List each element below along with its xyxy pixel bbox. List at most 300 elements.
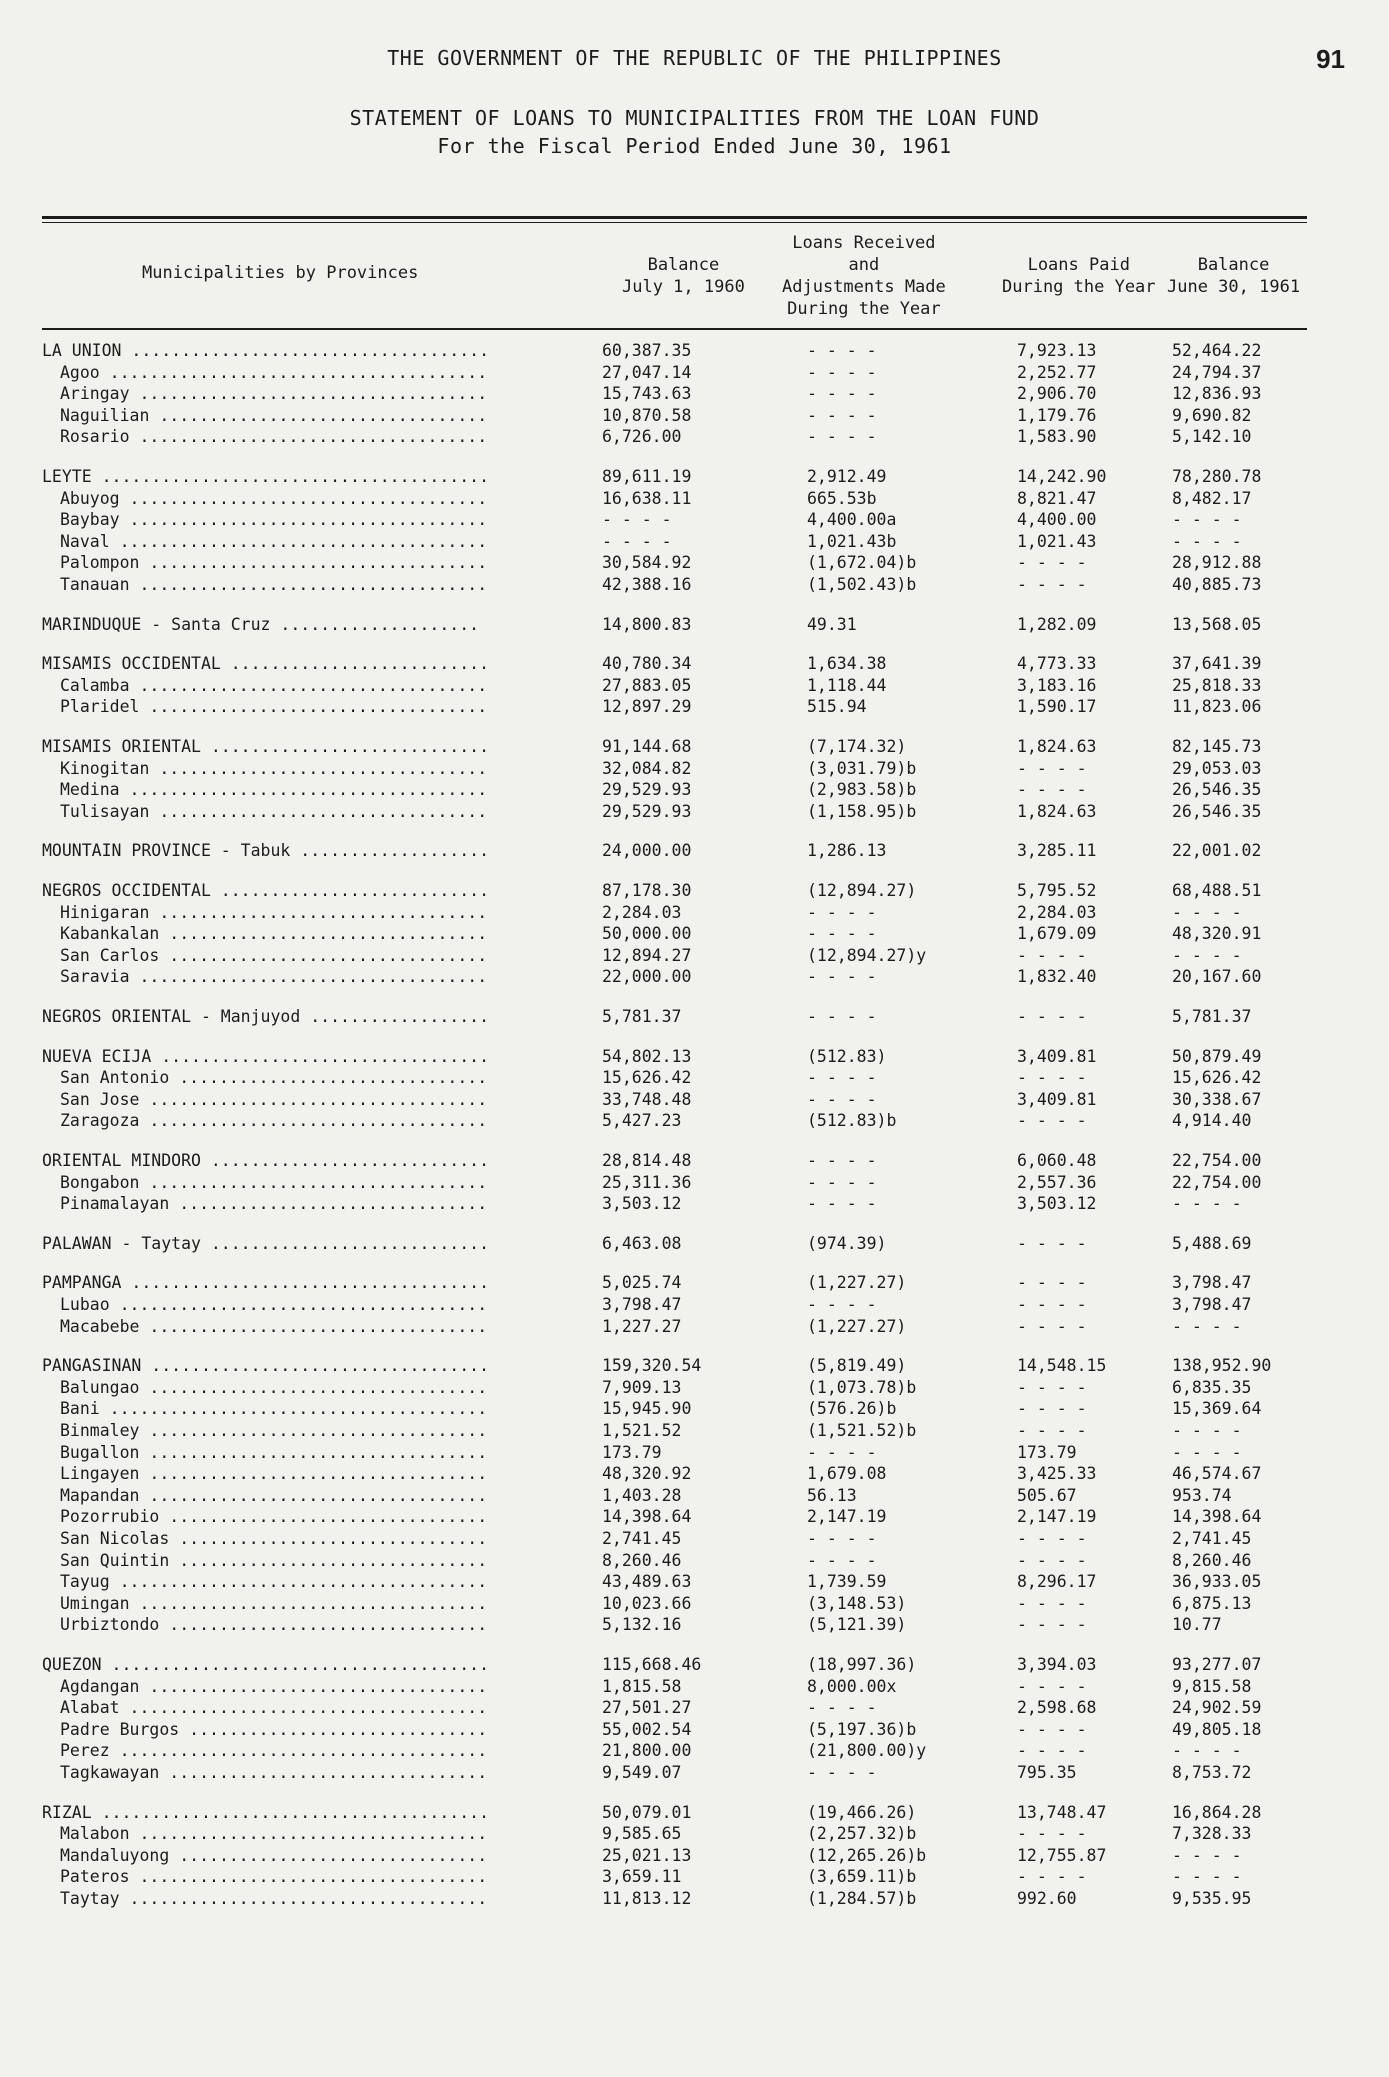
municipality-row (42, 1377, 1307, 1399)
province-row (42, 614, 1307, 636)
municipality-name: QUEZON ...................................... (42, 1655, 490, 1674)
loans-received-adjustments: (21,800.00)y (807, 1741, 927, 1761)
loans-paid: - - - - (1017, 945, 1087, 965)
loans-received-adjustments: (512.83) (807, 1046, 887, 1066)
municipality-row (42, 758, 1307, 780)
loans-paid: 13,748.47 (1017, 1802, 1107, 1822)
municipality-name: Aringay ................................... (60, 384, 488, 404)
balance-july-1960: 87,178.30 (602, 881, 692, 900)
municipality-row (42, 1676, 1307, 1698)
balance-june-1961: 93,277.07 (1172, 1655, 1262, 1674)
balance-july-1960: 32,084.82 (602, 758, 692, 778)
loans-received-adjustments: 8,000.00x (807, 1676, 897, 1696)
municipality-row (42, 1172, 1307, 1194)
loans-received-adjustments: - - - - (807, 362, 877, 382)
municipality-name: Lubao ..................................... (60, 1295, 488, 1314)
province-row (42, 1150, 1307, 1172)
loans-received-adjustments: (3,031.79)b (807, 758, 917, 778)
municipality-name: Tayug ..................................... (60, 1572, 488, 1592)
balance-july-1960: 15,743.63 (602, 384, 692, 404)
balance-july-1960: 9,585.65 (602, 1824, 682, 1844)
loans-paid: - - - - (1017, 1273, 1087, 1293)
balance-june-1961: 24,902.59 (1172, 1698, 1262, 1718)
balance-july-1960: - - - - (602, 531, 672, 551)
balance-june-1961: - - - - (1172, 945, 1242, 965)
loans-received-adjustments: (3,659.11)b (807, 1867, 917, 1887)
balance-july-1960: 27,047.14 (602, 362, 692, 382)
loans-paid: 3,409.81 (1017, 1089, 1097, 1109)
loans-received-adjustments: 56.13 (807, 1485, 857, 1505)
province-row (42, 840, 1307, 862)
loans-received-adjustments: 1,118.44 (807, 675, 887, 695)
loans-paid: - - - - (1017, 1068, 1087, 1088)
loans-paid: 1,824.63 (1017, 801, 1097, 821)
loans-received-adjustments: 1,679.08 (807, 1464, 887, 1484)
loans-paid: 14,242.90 (1017, 467, 1107, 486)
municipality-name: Palompon .................................. (60, 553, 488, 573)
balance-june-1961: 8,753.72 (1172, 1763, 1252, 1782)
balance-july-1960: 12,897.29 (602, 697, 692, 717)
municipality-row (42, 1719, 1307, 1741)
municipality-name: ORIENTAL MINDORO ............................ (42, 1151, 490, 1170)
province-row (42, 1802, 1307, 1824)
loans-received-adjustments: - - - - (807, 1151, 877, 1170)
province-row (42, 736, 1307, 758)
balance-june-1961: - - - - (1172, 531, 1242, 551)
balance-june-1961: 8,260.46 (1172, 1550, 1252, 1570)
balance-july-1960: 21,800.00 (602, 1741, 692, 1761)
province-row (42, 1046, 1307, 1068)
balance-july-1960: 3,503.12 (602, 1194, 682, 1214)
loans-received-adjustments: - - - - (807, 1442, 877, 1462)
balance-june-1961: 8,482.17 (1172, 488, 1252, 508)
balance-june-1961: 28,912.88 (1172, 553, 1262, 573)
balance-july-1960: 50,079.01 (602, 1802, 692, 1822)
loans-paid: 1,832.40 (1017, 967, 1097, 987)
loans-paid: 3,183.16 (1017, 675, 1097, 695)
municipality-row (42, 1442, 1307, 1464)
loans-paid: 4,773.33 (1017, 654, 1097, 674)
loans-paid: 3,285.11 (1017, 841, 1097, 861)
municipality-name: Perez ..................................... (60, 1741, 488, 1761)
loans-received-adjustments: 1,286.13 (807, 841, 887, 861)
balance-july-1960: 1,403.28 (602, 1485, 682, 1505)
loans-received-adjustments: (1,227.27) (807, 1316, 907, 1336)
municipality-row (42, 1485, 1307, 1507)
balance-july-1960: 25,021.13 (602, 1845, 692, 1865)
municipality-row (42, 1420, 1307, 1442)
statement-title: STATEMENT OF LOANS TO MUNICIPALITIES FROM THE LOAN FUND (349, 106, 1040, 130)
loans-paid: 1,679.09 (1017, 924, 1097, 944)
balance-june-1961: 30,338.67 (1172, 1089, 1262, 1109)
loans-paid: - - - - (1017, 1719, 1087, 1739)
balance-july-1960: 11,813.12 (602, 1889, 692, 1908)
balance-june-1961: 36,933.05 (1172, 1572, 1262, 1592)
balance-june-1961: 3,798.47 (1172, 1295, 1252, 1314)
table-header (42, 230, 1307, 326)
balance-july-1960: 9,549.07 (602, 1763, 682, 1782)
loans-received-adjustments: 2,147.19 (807, 1507, 887, 1527)
municipality-row (42, 574, 1307, 596)
balance-july-1960: 24,000.00 (602, 841, 692, 861)
loans-received-adjustments: (12,265.26)b (807, 1845, 927, 1865)
municipality-row (42, 362, 1307, 384)
loans-received-adjustments: (576.26)b (807, 1399, 897, 1419)
municipality-name: Agoo ...................................... (60, 362, 488, 382)
municipality-name: NEGROS ORIENTAL - Manjuyod .................. (42, 1007, 490, 1026)
balance-july-1960: 5,132.16 (602, 1615, 682, 1635)
loans-paid: - - - - (1017, 1529, 1087, 1548)
municipality-row (42, 1398, 1307, 1420)
balance-june-1961: 26,546.35 (1172, 801, 1262, 821)
municipality-name: Mandaluyong ............................... (60, 1845, 488, 1865)
municipality-name: MISAMIS ORIENTAL ............................ (42, 737, 490, 756)
loans-paid: - - - - (1017, 1316, 1087, 1336)
loans-paid: 8,296.17 (1017, 1572, 1097, 1592)
municipality-row (42, 1614, 1307, 1636)
loans-received-adjustments: 49.31 (807, 614, 857, 634)
balance-june-1961: 22,754.00 (1172, 1151, 1262, 1170)
province-row (42, 1272, 1307, 1294)
balance-july-1960: 29,529.93 (602, 801, 692, 821)
loans-paid: 8,821.47 (1017, 488, 1097, 508)
province-row (42, 1654, 1307, 1676)
loans-paid: - - - - (1017, 1111, 1087, 1131)
municipality-name: LA UNION .................................... (42, 341, 490, 360)
balance-june-1961: 9,690.82 (1172, 405, 1252, 425)
municipality-name: MARINDUQUE - Santa Cruz .................... (42, 614, 480, 634)
municipality-row (42, 801, 1307, 823)
balance-july-1960: 30,584.92 (602, 553, 692, 573)
province-row (42, 466, 1307, 488)
loans-paid: - - - - (1017, 1550, 1087, 1570)
balance-july-1960: 14,398.64 (602, 1507, 692, 1527)
municipality-name: MOUNTAIN PROVINCE - Tabuk ................... (42, 841, 490, 861)
municipality-row (42, 1571, 1307, 1593)
municipality-name: Pateros ................................... (60, 1867, 488, 1887)
loans-received-adjustments: (1,521.52)b (807, 1421, 917, 1440)
loans-received-adjustments: 1,634.38 (807, 654, 887, 674)
balance-june-1961: 50,879.49 (1172, 1046, 1262, 1066)
loans-received-adjustments: - - - - (807, 427, 877, 447)
loans-paid: 795.35 (1017, 1763, 1077, 1782)
balance-june-1961: 13,568.05 (1172, 614, 1262, 634)
balance-june-1961: 9,535.95 (1172, 1889, 1252, 1908)
balance-june-1961: 22,001.02 (1172, 841, 1262, 861)
loans-received-adjustments: - - - - (807, 1089, 877, 1109)
balance-june-1961: - - - - (1172, 510, 1242, 530)
municipality-row (42, 1506, 1307, 1528)
loans-received-adjustments: - - - - (807, 1550, 877, 1570)
loans-received-adjustments: - - - - (807, 1068, 877, 1088)
loans-paid: 3,394.03 (1017, 1655, 1097, 1674)
loans-paid: - - - - (1017, 1676, 1087, 1696)
balance-july-1960: 54,802.13 (602, 1046, 692, 1066)
balance-july-1960: 15,626.42 (602, 1068, 692, 1088)
loans-paid: 12,755.87 (1017, 1845, 1107, 1865)
balance-june-1961: 15,626.42 (1172, 1068, 1262, 1088)
municipality-row (42, 1067, 1307, 1089)
header-balance-start: Balance July 1, 1960 (622, 255, 745, 297)
balance-june-1961: 20,167.60 (1172, 967, 1262, 987)
municipality-name: Medina .................................... (60, 780, 488, 800)
municipality-name: Plaridel .................................. (60, 697, 488, 717)
balance-june-1961: 82,145.73 (1172, 737, 1262, 756)
municipality-name: Zaragoza .................................. (60, 1111, 488, 1131)
province-row (42, 340, 1307, 362)
loans-paid: 1,824.63 (1017, 737, 1097, 756)
loans-paid: - - - - (1017, 1377, 1087, 1397)
balance-june-1961: 6,835.35 (1172, 1377, 1252, 1397)
balance-july-1960: 33,748.48 (602, 1089, 692, 1109)
municipality-name: Umingan ................................... (60, 1593, 488, 1613)
balance-july-1960: 14,800.83 (602, 614, 692, 634)
province-row (42, 880, 1307, 902)
loans-received-adjustments: (2,257.32)b (807, 1824, 917, 1844)
municipality-name: Kinogitan ................................. (60, 758, 488, 778)
balance-june-1961: - - - - (1172, 1845, 1242, 1865)
balance-june-1961: 16,864.28 (1172, 1802, 1262, 1822)
municipality-name: Malabon ................................... (60, 1824, 488, 1844)
balance-june-1961: 49,805.18 (1172, 1719, 1262, 1739)
municipality-name: Baybay .................................... (60, 510, 488, 530)
municipality-name: Lingayen .................................. (60, 1464, 488, 1484)
loans-received-adjustments: - - - - (807, 1763, 877, 1782)
loans-paid: 2,147.19 (1017, 1507, 1097, 1527)
municipality-name: San Nicolas ............................... (60, 1529, 488, 1548)
balance-july-1960: 60,387.35 (602, 341, 692, 360)
municipality-row (42, 779, 1307, 801)
municipality-row (42, 1294, 1307, 1316)
loans-paid: 2,557.36 (1017, 1172, 1097, 1192)
municipality-row (42, 1823, 1307, 1845)
loans-paid: 173.79 (1017, 1442, 1077, 1462)
balance-july-1960: 3,659.11 (602, 1867, 682, 1887)
loans-paid: 5,795.52 (1017, 881, 1097, 900)
municipality-row (42, 1740, 1307, 1762)
municipality-row (42, 966, 1307, 988)
balance-july-1960: 159,320.54 (602, 1356, 702, 1376)
loans-received-adjustments: (1,158.95)b (807, 801, 917, 821)
balance-june-1961: 2,741.45 (1172, 1529, 1252, 1548)
page-number: 91 (1316, 44, 1345, 74)
loans-received-adjustments: (5,121.39) (807, 1615, 907, 1635)
balance-june-1961: 953.74 (1172, 1485, 1232, 1505)
fiscal-period: For the Fiscal Period Ended June 30, 1961 (437, 134, 952, 158)
balance-june-1961: - - - - (1172, 1194, 1242, 1214)
balance-july-1960: 27,501.27 (602, 1698, 692, 1718)
balance-july-1960: 6,726.00 (602, 427, 682, 447)
balance-july-1960: 91,144.68 (602, 737, 692, 756)
municipality-name: PALAWAN - Taytay ............................ (42, 1233, 490, 1253)
municipality-name: PAMPANGA .................................... (42, 1273, 490, 1293)
balance-july-1960: - - - - (602, 510, 672, 530)
loans-received-adjustments: (1,073.78)b (807, 1377, 917, 1397)
loans-received-adjustments: (1,227.27) (807, 1273, 907, 1293)
municipality-name: Bani ...................................... (60, 1399, 488, 1419)
loans-paid: 6,060.48 (1017, 1151, 1097, 1170)
balance-june-1961: 12,836.93 (1172, 384, 1262, 404)
header-municipality: Municipalities by Provinces (142, 263, 419, 283)
municipality-name: Kabankalan ................................ (60, 924, 488, 944)
municipality-row (42, 1316, 1307, 1338)
municipality-name: NEGROS OCCIDENTAL ........................... (42, 881, 490, 900)
balance-june-1961: - - - - (1172, 1442, 1242, 1462)
loans-paid: - - - - (1017, 1007, 1087, 1026)
municipality-row (42, 1528, 1307, 1550)
balance-june-1961: 11,823.06 (1172, 697, 1262, 717)
municipality-row (42, 902, 1307, 924)
balance-july-1960: 5,025.74 (602, 1273, 682, 1293)
municipality-name: LEYTE ....................................... (42, 467, 490, 486)
balance-july-1960: 1,227.27 (602, 1316, 682, 1336)
municipality-row (42, 405, 1307, 427)
balance-july-1960: 55,002.54 (602, 1719, 692, 1739)
balance-june-1961: - - - - (1172, 1421, 1242, 1440)
loans-paid: - - - - (1017, 1233, 1087, 1253)
municipality-row (42, 509, 1307, 531)
municipality-row (42, 1089, 1307, 1111)
municipality-name: NUEVA ECIJA ................................. (42, 1046, 490, 1066)
header-bottom-rule (42, 328, 1307, 330)
loans-paid: - - - - (1017, 1421, 1087, 1440)
balance-july-1960: 48,320.92 (602, 1464, 692, 1484)
balance-june-1961: 9,815.58 (1172, 1676, 1252, 1696)
loans-paid: - - - - (1017, 1741, 1087, 1761)
municipality-name: San Jose .................................. (60, 1089, 488, 1109)
municipality-row (42, 1866, 1307, 1888)
loans-paid: 14,548.15 (1017, 1356, 1107, 1376)
balance-july-1960: 5,781.37 (602, 1007, 682, 1026)
loans-received-adjustments: (19,466.26) (807, 1802, 917, 1822)
municipality-row (42, 426, 1307, 448)
loans-received-adjustments: 665.53b (807, 488, 877, 508)
balance-july-1960: 1,521.52 (602, 1421, 682, 1440)
loans-paid: 992.60 (1017, 1889, 1077, 1908)
loans-received-adjustments: (974.39) (807, 1233, 887, 1253)
municipality-name: Pinamalayan ............................... (60, 1194, 488, 1214)
municipality-row (42, 923, 1307, 945)
loans-paid: 2,284.03 (1017, 902, 1097, 922)
loans-received-adjustments: - - - - (807, 1529, 877, 1548)
balance-june-1961: 26,546.35 (1172, 780, 1262, 800)
balance-july-1960: 5,427.23 (602, 1111, 682, 1131)
loans-received-adjustments: 1,739.59 (807, 1572, 887, 1592)
balance-july-1960: 22,000.00 (602, 967, 692, 987)
balance-july-1960: 12,894.27 (602, 945, 692, 965)
loans-paid: 2,906.70 (1017, 384, 1097, 404)
loans-received-adjustments: - - - - (807, 1698, 877, 1718)
balance-july-1960: 29,529.93 (602, 780, 692, 800)
balance-june-1961: 3,798.47 (1172, 1273, 1252, 1293)
balance-july-1960: 3,798.47 (602, 1295, 682, 1314)
loans-received-adjustments: - - - - (807, 1007, 877, 1026)
balance-july-1960: 2,741.45 (602, 1529, 682, 1548)
municipality-row (42, 383, 1307, 405)
balance-july-1960: 42,388.16 (602, 575, 692, 594)
balance-june-1961: 22,754.00 (1172, 1172, 1262, 1192)
balance-june-1961: 37,641.39 (1172, 654, 1262, 674)
municipality-name: Calamba ................................... (60, 675, 488, 695)
municipality-row (42, 1110, 1307, 1132)
balance-june-1961: 5,781.37 (1172, 1007, 1252, 1026)
loans-received-adjustments: (12,894.27)y (807, 945, 927, 965)
municipality-name: Tulisayan ................................. (60, 801, 488, 821)
balance-july-1960: 28,814.48 (602, 1151, 692, 1170)
municipality-row (42, 531, 1307, 553)
balance-june-1961: 14,398.64 (1172, 1507, 1262, 1527)
balance-july-1960: 15,945.90 (602, 1399, 692, 1419)
balance-july-1960: 2,284.03 (602, 902, 682, 922)
balance-june-1961: 25,818.33 (1172, 675, 1262, 695)
municipality-row (42, 1593, 1307, 1615)
balance-july-1960: 40,780.34 (602, 654, 692, 674)
loans-paid: - - - - (1017, 780, 1087, 800)
loans-received-adjustments: - - - - (807, 1172, 877, 1192)
balance-june-1961: 5,142.10 (1172, 427, 1252, 447)
municipality-name: Naguilian ................................. (60, 405, 488, 425)
province-row (42, 1355, 1307, 1377)
loans-paid: 3,425.33 (1017, 1464, 1097, 1484)
balance-june-1961: 52,464.22 (1172, 341, 1262, 360)
municipality-name: MISAMIS OCCIDENTAL .......................... (42, 654, 490, 674)
balance-july-1960: 27,883.05 (602, 675, 692, 695)
balance-july-1960: 16,638.11 (602, 488, 692, 508)
balance-june-1961: 4,914.40 (1172, 1111, 1252, 1131)
municipality-row (42, 1888, 1307, 1910)
balance-june-1961: 5,488.69 (1172, 1233, 1252, 1253)
loans-received-adjustments: - - - - (807, 405, 877, 425)
loans-received-adjustments: (5,197.36)b (807, 1719, 917, 1739)
municipality-name: Taytay .................................... (60, 1889, 488, 1908)
loans-received-adjustments: - - - - (807, 967, 877, 987)
loans-paid: - - - - (1017, 575, 1087, 594)
balance-june-1961: 7,328.33 (1172, 1824, 1252, 1844)
balance-june-1961: 138,952.90 (1172, 1356, 1272, 1376)
loans-received-adjustments: (1,672.04)b (807, 553, 917, 573)
balance-june-1961: 46,574.67 (1172, 1464, 1262, 1484)
loans-received-adjustments: (512.83)b (807, 1111, 897, 1131)
balance-june-1961: 24,794.37 (1172, 362, 1262, 382)
loans-received-adjustments: 2,912.49 (807, 467, 887, 486)
province-row (42, 653, 1307, 675)
municipality-name: RIZAL ....................................... (42, 1802, 490, 1822)
loans-paid: - - - - (1017, 1824, 1087, 1844)
municipality-name: Padre Burgos .............................. (60, 1719, 488, 1739)
loans-paid: 2,598.68 (1017, 1698, 1097, 1718)
balance-july-1960: 89,611.19 (602, 467, 692, 486)
loans-paid: - - - - (1017, 1399, 1087, 1419)
balance-july-1960: 115,668.46 (602, 1655, 702, 1674)
municipality-name: Abuyog .................................... (60, 488, 488, 508)
loans-paid: 1,583.90 (1017, 427, 1097, 447)
loans-paid: 1,021.43 (1017, 531, 1097, 551)
loans-paid: 1,282.09 (1017, 614, 1097, 634)
balance-june-1961: - - - - (1172, 1741, 1242, 1761)
loans-paid: - - - - (1017, 1295, 1087, 1314)
province-row (42, 1233, 1307, 1255)
municipality-name: San Carlos ................................ (60, 945, 488, 965)
loans-paid: - - - - (1017, 1593, 1087, 1613)
municipality-row (42, 1550, 1307, 1572)
loans-received-adjustments: - - - - (807, 924, 877, 944)
municipality-row (42, 1845, 1307, 1867)
municipality-name: Naval ..................................... (60, 531, 488, 551)
loans-received-adjustments: - - - - (807, 384, 877, 404)
municipality-name: San Quintin ............................... (60, 1550, 488, 1570)
municipality-row (42, 675, 1307, 697)
loans-paid: 7,923.13 (1017, 341, 1097, 360)
